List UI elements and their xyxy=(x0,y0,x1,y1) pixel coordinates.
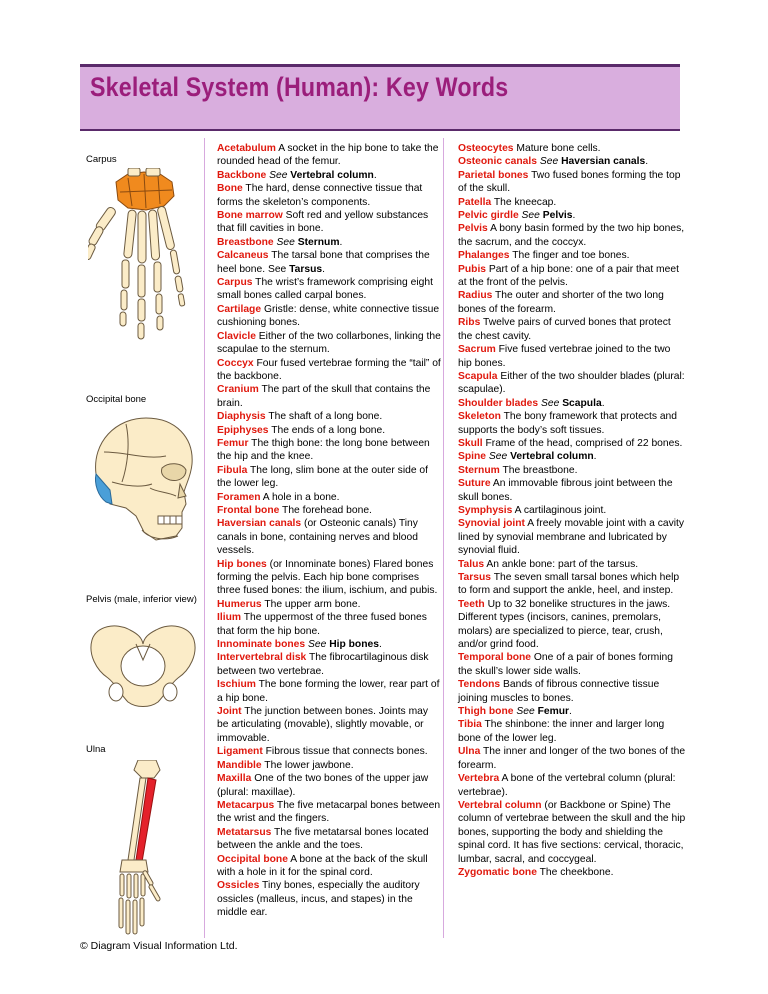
see-label: See xyxy=(516,706,535,718)
glossary-term: Sternum xyxy=(458,464,500,476)
glossary-term: Vertebral column xyxy=(458,799,542,811)
glossary-term: Synovial joint xyxy=(458,518,525,530)
glossary-entry: Haversian canals (or Osteonic canals) Tiny canals in bone, containing nerves and blood vessels. xyxy=(217,518,418,557)
glossary-entry: Coccyx Four fused vertebrae forming the “tail” of the backbone. xyxy=(217,357,441,382)
glossary-entry: Ribs Twelve pairs of curved bones that protect the chest cavity. xyxy=(458,317,671,342)
glossary-term: Breastbone xyxy=(217,236,274,248)
glossary-entry: Epiphyses The ends of a long bone. xyxy=(217,424,386,436)
glossary-entry: Thigh bone See Femur. xyxy=(458,706,572,718)
glossary-entry: Metacarpus The five metacarpal bones between the wrist and the fingers. xyxy=(217,799,441,825)
glossary-term: Backbone xyxy=(217,169,267,181)
cross-reference: Sternum xyxy=(297,236,340,248)
see-label: See xyxy=(521,210,540,222)
glossary-entry: Breastbone See Sternum. xyxy=(217,236,343,248)
cross-reference: Tarsus xyxy=(289,263,323,275)
glossary-term: Maxilla xyxy=(217,773,252,785)
glossary-entry: Occipital bone A bone at the back of the skull with a hole in it for the spinal cord. xyxy=(217,853,428,878)
glossary-term: Ilium xyxy=(217,612,242,624)
glossary-entry: Vertebra A bone of the vertebral column (plural: vertebrae). xyxy=(458,773,676,798)
see-label: See xyxy=(539,156,559,168)
glossary-entry: Diaphysis The shaft of a long bone. xyxy=(217,411,383,423)
glossary-entry: Parietal bones Two fused bones forming the top of the skull. xyxy=(458,169,681,195)
glossary-term: Metacarpus xyxy=(217,799,275,811)
glossary-term: Scapula xyxy=(458,370,498,382)
cross-reference: Vertebral column xyxy=(510,451,594,463)
glossary-term: Skeleton xyxy=(458,411,501,423)
glossary-term: Bone xyxy=(217,183,243,195)
glossary-term: Coccyx xyxy=(217,357,254,369)
glossary-entry: Ischium The bone forming the lower, rear part of a hip bone. xyxy=(217,679,440,704)
see-label: See xyxy=(307,639,327,651)
glossary-term: Clavicle xyxy=(217,330,256,342)
glossary-term: Pelvic girdle xyxy=(458,210,519,222)
glossary-term: Bone marrow xyxy=(217,210,283,222)
glossary-entry: Cranium The part of the skull that contains the brain. xyxy=(217,384,431,409)
glossary-entry: Backbone See Vertebral column. xyxy=(217,169,377,181)
glossary-term: Osteocytes xyxy=(458,143,514,154)
glossary-entry: Frontal bone The forehead bone. xyxy=(217,504,372,516)
glossary-entry: Carpus The wrist’s framework comprising eight small bones called carpal bones. xyxy=(217,277,433,302)
glossary-term: Radius xyxy=(458,290,493,302)
glossary-term: Ischium xyxy=(217,679,256,691)
column-divider xyxy=(443,138,444,938)
glossary-term: Innominate bones xyxy=(217,639,306,651)
glossary-entry: Spine See Vertebral column. xyxy=(458,451,597,463)
glossary-entry: Mandible The lower jawbone. xyxy=(217,759,354,771)
glossary-entry: Maxilla One of the two bones of the upper jaw (plural: maxillae). xyxy=(217,773,429,798)
glossary-term: Pubis xyxy=(458,263,487,275)
glossary-entry: Fibula The long, slim bone at the outer side of the lower leg. xyxy=(217,464,429,490)
glossary-entry: Humerus The upper arm bone. xyxy=(217,598,361,610)
glossary-term: Pelvis xyxy=(458,223,488,235)
glossary-entry: Zygomatic bone The cheekbone. xyxy=(458,866,614,878)
glossary-term: Thigh bone xyxy=(458,706,514,718)
glossary-term: Femur xyxy=(217,437,249,449)
glossary-term: Suture xyxy=(458,478,491,490)
glossary-column-1 xyxy=(217,142,441,920)
glossary-term: Cartilage xyxy=(217,303,262,315)
glossary-term: Joint xyxy=(217,706,242,718)
cross-reference: Hip bones xyxy=(329,639,379,651)
page-title: Skeletal System (Human): Key Words xyxy=(90,72,509,102)
glossary-entry: Tendons Bands of fibrous connective tissue joining muscles to bones. xyxy=(458,679,660,704)
glossary-entry: Ilium The uppermost of the three fused bones that form the hip bone. xyxy=(217,612,427,637)
glossary-entry: Foramen A hole in a bone. xyxy=(217,491,340,503)
glossary-entry: Innominate bones See Hip bones. xyxy=(217,639,382,651)
glossary-term: Patella xyxy=(458,196,492,208)
glossary-term: Tendons xyxy=(458,679,501,691)
glossary-entry: Phalanges The finger and toe bones. xyxy=(458,250,630,262)
column-divider xyxy=(204,138,205,938)
glossary-entry: Osteonic canals See Haversian canals. xyxy=(458,156,649,168)
glossary-term: Phalanges xyxy=(458,250,510,262)
cross-reference: Scapula xyxy=(562,397,602,409)
glossary-term: Metatarsus xyxy=(217,826,272,838)
glossary-entry: Ulna The inner and longer of the two bones of the forearm. xyxy=(458,746,686,771)
glossary-entry: Ossicles Tiny bones, especially the auditory ossicles (malleus, incus, and stapes) in the middle ear. xyxy=(217,880,420,919)
glossary-term: Symphysis xyxy=(458,504,513,516)
cross-reference: Haversian canals xyxy=(561,156,646,168)
caption-occipital-bone: Occipital bone xyxy=(86,394,147,405)
glossary-entry: Radius The outer and shorter of the two long bones of the forearm. xyxy=(458,290,664,315)
cross-reference: Pelvis xyxy=(542,210,573,222)
glossary-entry: Skull Frame of the head, comprised of 22 bones. xyxy=(458,437,683,449)
glossary-entry: Scapula Either of the two shoulder blades (plural: scapulae). xyxy=(458,370,685,396)
glossary-entry: Symphysis A cartilaginous joint. xyxy=(458,504,607,516)
glossary-term: Vertebra xyxy=(458,773,500,785)
glossary-term: Ulna xyxy=(458,746,481,758)
glossary-entry: Pubis Part of a hip bone: one of a pair that meet at the front of the pelvis. xyxy=(458,263,679,289)
glossary-entry: Osteocytes Mature bone cells. xyxy=(458,143,601,154)
glossary-term: Talus xyxy=(458,558,485,570)
cross-reference: Vertebral column xyxy=(290,169,374,181)
glossary-entry: Cartilage Gristle: dense, white connective tissue cushioning bones. xyxy=(217,303,440,329)
glossary-entry: Ligament Fibrous tissue that connects bones. xyxy=(217,746,428,758)
glossary-term: Mandible xyxy=(217,759,262,771)
glossary-entry: Clavicle Either of the two collarbones, linking the scapulae to the sternum. xyxy=(217,330,441,356)
glossary-entry: Patella The kneecap. xyxy=(458,196,557,208)
glossary-term: Zygomatic bone xyxy=(458,866,537,878)
glossary-entry: Temporal bone One of a pair of bones forming the skull’s lower side walls. xyxy=(458,652,673,677)
copyright-footer: © Diagram Visual Information Ltd. xyxy=(80,940,238,952)
glossary-entry: Intervertebral disk The fibrocartilaginous disk between two vertebrae. xyxy=(217,652,429,677)
glossary-term: Spine xyxy=(458,451,487,463)
glossary-term: Shoulder blades xyxy=(458,397,539,409)
glossary-entry: Sacrum Five fused vertebrae joined to the two hip bones. xyxy=(458,344,671,369)
glossary-entry: Skeleton The bony framework that protects and supports the body’s soft tissues. xyxy=(458,411,678,436)
glossary-entry: Pelvic girdle See Pelvis. xyxy=(458,210,576,222)
glossary-term: Ligament xyxy=(217,746,263,758)
glossary-entry: Sternum The breastbone. xyxy=(458,464,578,476)
glossary-entry: Bone The hard, dense connective tissue that forms the skeleton’s components. xyxy=(217,183,423,208)
glossary-term: Intervertebral disk xyxy=(217,652,307,664)
glossary-term: Acetabulum xyxy=(217,143,276,154)
glossary-term: Sacrum xyxy=(458,344,496,356)
glossary-entry: Suture An immovable fibrous joint between the skull bones. xyxy=(458,478,673,503)
glossary-column-2 xyxy=(458,142,686,879)
glossary-entry: Synovial joint A freely movable joint with a cavity lined by synovial membrane and lubricated by synovial fluid. xyxy=(458,518,685,557)
glossary-term: Ossicles xyxy=(217,880,260,892)
arm-skeleton-icon xyxy=(100,760,200,938)
glossary-entry: Shoulder blades See Scapula. xyxy=(458,397,605,409)
glossary-term: Tarsus xyxy=(458,572,492,583)
glossary-term: Foramen xyxy=(217,491,261,503)
glossary-entry: Metatarsus The five metatarsal bones located between the ankle and the toes. xyxy=(217,826,429,852)
glossary-term: Fibula xyxy=(217,464,248,476)
glossary-term: Skull xyxy=(458,437,483,449)
glossary-term: Ribs xyxy=(458,317,481,329)
glossary-entry: Vertebral column (or Backbone or Spine) The column of vertebrae between the skull and the hip bones, supporting the body and shielding the spinal cord. It has five sections: cervical, thoracic, lumbar, sacral, and coccygeal. xyxy=(458,799,686,865)
see-label: See xyxy=(269,169,288,181)
caption-ulna: Ulna xyxy=(86,744,106,755)
glossary-entry: Bone marrow Soft red and yellow substances that fill cavities in bone. xyxy=(217,210,429,235)
see-label: See xyxy=(276,236,295,248)
glossary-term: Parietal bones xyxy=(458,169,529,181)
glossary-entry: Acetabulum A socket in the hip bone to take the rounded head of the femur. xyxy=(217,143,439,168)
glossary-entry: Talus An ankle bone: part of the tarsus. xyxy=(458,558,639,570)
glossary-term: Carpus xyxy=(217,277,253,289)
glossary-term: Haversian canals xyxy=(217,518,302,530)
glossary-term: Epiphyses xyxy=(217,424,269,436)
cross-reference: Femur xyxy=(537,706,570,718)
glossary-entry: Hip bones (or Innominate bones) Flared bones forming the pelvis. Each hip bone comprises three fused bones: the ilium, ischium, and pubis. xyxy=(217,558,438,597)
glossary-term: Diaphysis xyxy=(217,411,266,423)
glossary-entry: Pelvis A bony basin formed by the two hip bones, the sacrum, and the coccyx. xyxy=(458,223,685,248)
see-label: See xyxy=(540,397,560,409)
pelvis-icon xyxy=(86,620,200,716)
glossary-entry: Teeth Up to 32 bonelike structures in the jaws. Different types (incisors, canines, premolars, molars) are specialized to pierce, tear, crush, and/or grind food. xyxy=(458,598,671,651)
caption-carpus: Carpus xyxy=(86,154,117,165)
glossary-term: Hip bones xyxy=(217,558,267,570)
glossary-term: Humerus xyxy=(217,598,262,610)
skull-icon xyxy=(86,412,200,552)
glossary-term: Cranium xyxy=(217,384,259,396)
see-label: See xyxy=(488,451,508,463)
glossary-entry: Tarsus The seven small tarsal bones which help to form and support the ankle, heel, and instep. xyxy=(458,572,680,597)
glossary-term: Calcaneus xyxy=(217,250,269,262)
glossary-term: Temporal bone xyxy=(458,652,532,664)
hand-skeleton-icon xyxy=(88,168,198,364)
glossary-term: Frontal bone xyxy=(217,504,280,516)
glossary-term: Osteonic canals xyxy=(458,156,537,168)
glossary-term: Tibia xyxy=(458,719,482,731)
glossary-term: Teeth xyxy=(458,598,485,610)
glossary-term: Occipital bone xyxy=(217,853,288,865)
caption-pelvis: Pelvis (male, inferior view) xyxy=(86,594,197,605)
header-rule-bottom xyxy=(80,129,680,131)
glossary-entry: Tibia The shinbone: the inner and larger long bone of the lower leg. xyxy=(458,719,665,744)
glossary-entry: Femur The thigh bone: the long bone between the hip and the knee. xyxy=(217,437,430,463)
glossary-entry: Calcaneus The tarsal bone that comprises the heel bone. See Tarsus. xyxy=(217,250,430,275)
glossary-entry: Joint The junction between bones. Joints may be articulating (movable), slightly movable, or immovable. xyxy=(217,706,429,744)
